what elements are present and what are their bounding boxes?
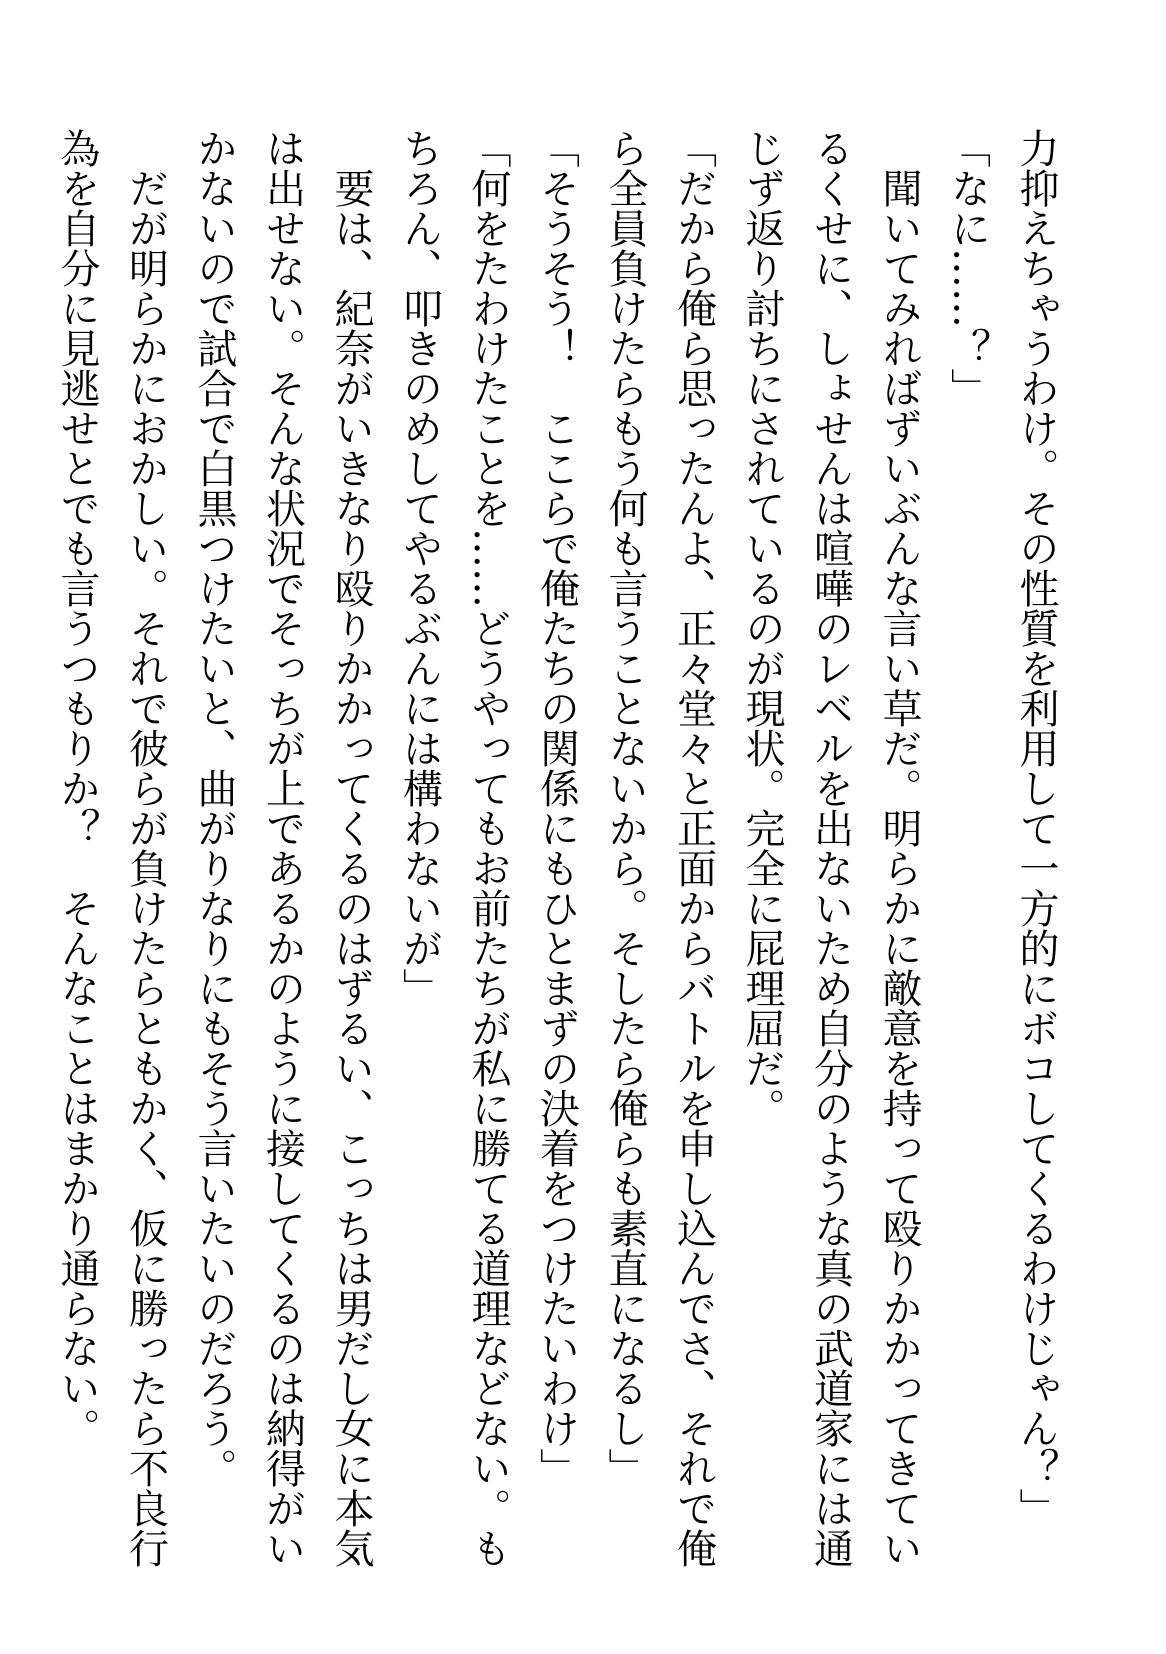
text-line: 要は、紀奈がいきなり殴りかかってくるのはずるい、こっちは男だし女に本気 — [328, 128, 374, 1568]
text-line: 「だから俺ら思ったんよ、正々堂々と正面からバトルを申し込んでさ、それで俺 — [670, 128, 717, 1568]
text-line: 聞いてみればずいぶんな言い草だ。明らかに敵意を持って殴りかかってきてい — [876, 128, 922, 1568]
text-line: ちろん、叩きのめしてやるぶんには構わないが」 — [396, 128, 443, 1008]
text-line: 「そうそう！ ここらで俺たちの関係にもひとまずの決着をつけたいわけ」 — [533, 128, 580, 1488]
text-line: 「なに……？」 — [944, 128, 991, 408]
body-text — [43, 128, 1071, 1588]
text-line: 為を自分に見逃せとでも言うつもりか？ そんなことはまかり通らない。 — [54, 128, 100, 1448]
text-line: ら全員負けたらもう何も言うことないから。そしたら俺らも素直になるし」 — [602, 128, 648, 1488]
text-line: 「何をたわけたことを……どうやってもお前たちが私に勝てる道理などない。も — [465, 128, 511, 1568]
text-line: だが明らかにおかしい。それで彼らが負けたらともかく、仮に勝ったら不良行 — [122, 128, 169, 1568]
text-line: は出せない。そんな状況でそっちが上であるかのように接してくるのは納得がい — [259, 128, 306, 1568]
text-line: かないので試合で白黒つけたいと、曲がりなりにもそう言いたいのだろう。 — [191, 128, 237, 1488]
text-line: 力抑えちゃうわけ。その性質を利用して一方的にボコしてくるわけじゃん？」 — [1013, 128, 1059, 1528]
text-line: じず返り討ちにされているのが現状。完全に屁理屈だ。 — [739, 128, 785, 1128]
text-line: るくせに、しょせんは喧嘩のレベルを出ないため自分のような真の武道家には通 — [807, 128, 854, 1568]
